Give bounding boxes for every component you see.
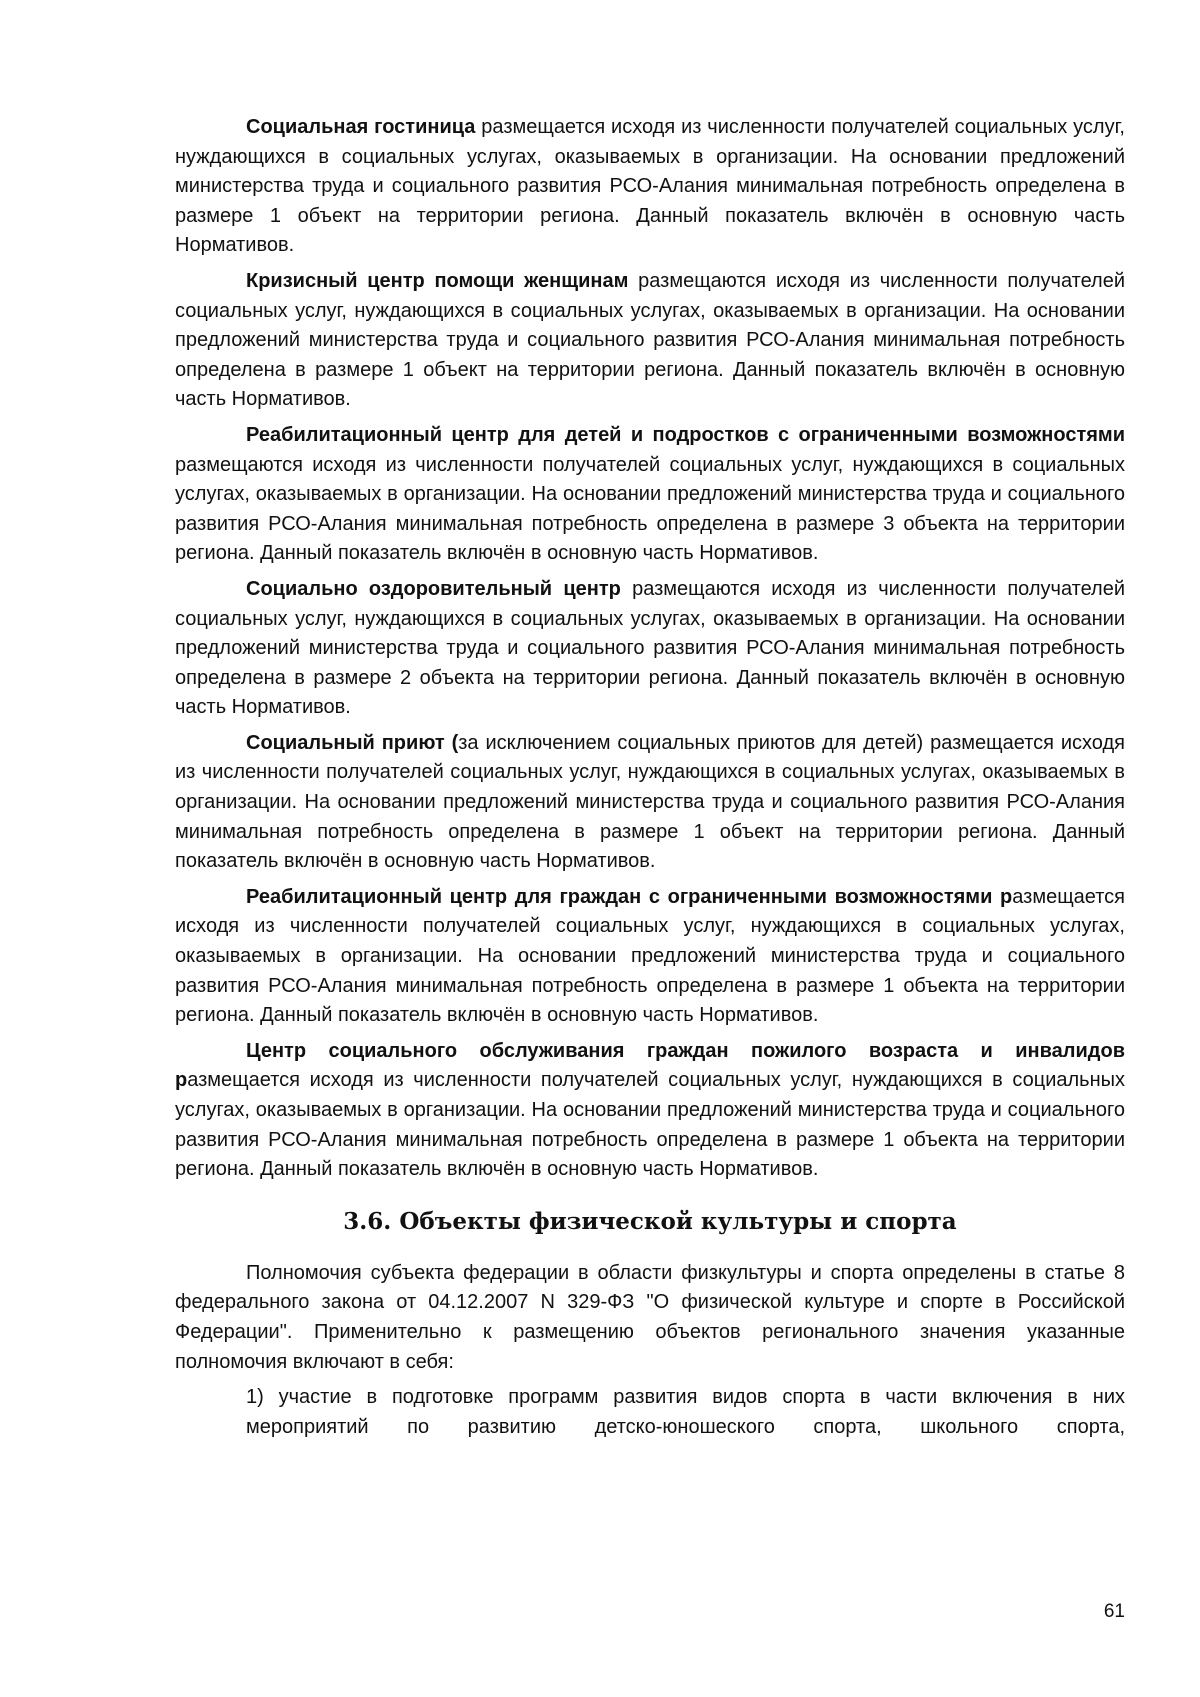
- paragraph-bold-lead: Центр социального обслуживания граждан пожилого возраста и инвалидов р: [175, 1039, 1125, 1092]
- paragraph-body: за исключением социальных приютов для детей) размещается исходя из численности получателей социальных услуг, нуждающихся в социальных услугах, оказываемых в организации. На основании предложений министерства труда и социального развития РСО-Алания минимальная потребность определена в размере 1 объект на территории региона. Данный показатель включён в основную часть Нормативов.: [175, 731, 1125, 873]
- list-item: 1) участие в подготовке программ развития видов спорта в части включения в них мероприятий по развитию детско-юношеского спорта, школьного спорта,: [246, 1386, 1125, 1438]
- section-intro-paragraph: Полномочия субъекта федерации в области физкультуры и спорта определены в статье 8 федерального закона от 04.12.2007 N 329-ФЗ "О физической культуре и спорте в Российской Федерации". Применительно к размещению объектов регионального значения указанные полномочия включают в себя:: [175, 1261, 1125, 1373]
- paragraph-crisis-center: [175, 267, 1125, 415]
- paragraph-bold-lead: Реабилитационный центр для граждан с ограниченными возможностями р: [246, 885, 1013, 908]
- paragraph-bold-lead: Реабилитационный центр для детей и подростков с ограниченными возможностями: [246, 423, 1125, 446]
- paragraph-social-shelter: [175, 729, 1125, 877]
- paragraph-body: размещаются исходя из численности получателей социальных услуг, нуждающихся в социальных услугах, оказываемых в организации. На основании предложений министерства труда и социального развития РСО-Алания минимальная потребность определена в размере 3 объекта на территории региона. Данный показатель включён в основную часть Нормативов.: [175, 453, 1125, 565]
- paragraph-body: азмещается исходя из численности получателей социальных услуг, нуждающихся в социальных услугах, оказываемых в организации. На основании предложений министерства труда и социального развития РСО-Алания минимальная потребность определена в размере 1 объекта на территории региона. Данный показатель включён в основную часть Нормативов.: [175, 885, 1125, 1027]
- paragraph-social-hotel: [175, 113, 1125, 261]
- paragraph-bold-lead: Социальный приют (: [246, 731, 459, 754]
- paragraph-body: размещается исходя из численности получателей социальных услуг, нуждающихся в социальных услугах, оказываемых в организации. На основании предложений министерства труда и социального развития РСО-Алания минимальная потребность определена в размере 1 объект на территории региона. Данный показатель включён в основную часть Нормативов.: [175, 116, 1125, 257]
- paragraph-body: размещаются исходя из численности получателей социальных услуг, нуждающихся в социальных услугах, оказываемых в организации. На основании предложений министерства труда и социального развития РСО-Алания минимальная потребность определена в размере 2 объекта на территории региона. Данный показатель включён в основную часть Нормативов.: [175, 577, 1125, 719]
- paragraph-elderly-service-center: [175, 1037, 1125, 1185]
- paragraph-bold-lead: Социальная гостиница: [246, 116, 476, 138]
- paragraph-rehab-children: [175, 421, 1125, 569]
- paragraph-body: размещаются исходя из численности получателей социальных услуг, нуждающихся в социальных услугах, оказываемых в организации. На основании предложений министерства труда и социального развития РСО-Алания минимальная потребность определена в размере 1 объект на территории региона. Данный показатель включён в основную часть Нормативов.: [175, 269, 1125, 411]
- paragraph-health-center: [175, 575, 1125, 723]
- paragraph-body: азмещается исходя из численности получателей социальных услуг, нуждающихся в социальных услугах, оказываемых в организации. На основании предложений министерства труда и социального развития РСО-Алания минимальная потребность определена в размере 1 объекта на территории региона. Данный показатель включён в основную часть Нормативов.: [175, 1069, 1125, 1181]
- section-heading: 3.6. Объекты физической культуры и спорта: [343, 1207, 957, 1235]
- paragraph-bold-lead: Социально оздоровительный центр: [246, 577, 621, 600]
- paragraph-bold-lead: Кризисный центр помощи женщинам: [246, 269, 629, 292]
- document-page: [175, 113, 1125, 1442]
- paragraph-rehab-citizens: [175, 883, 1125, 1031]
- page-number: 61: [1103, 1601, 1125, 1622]
